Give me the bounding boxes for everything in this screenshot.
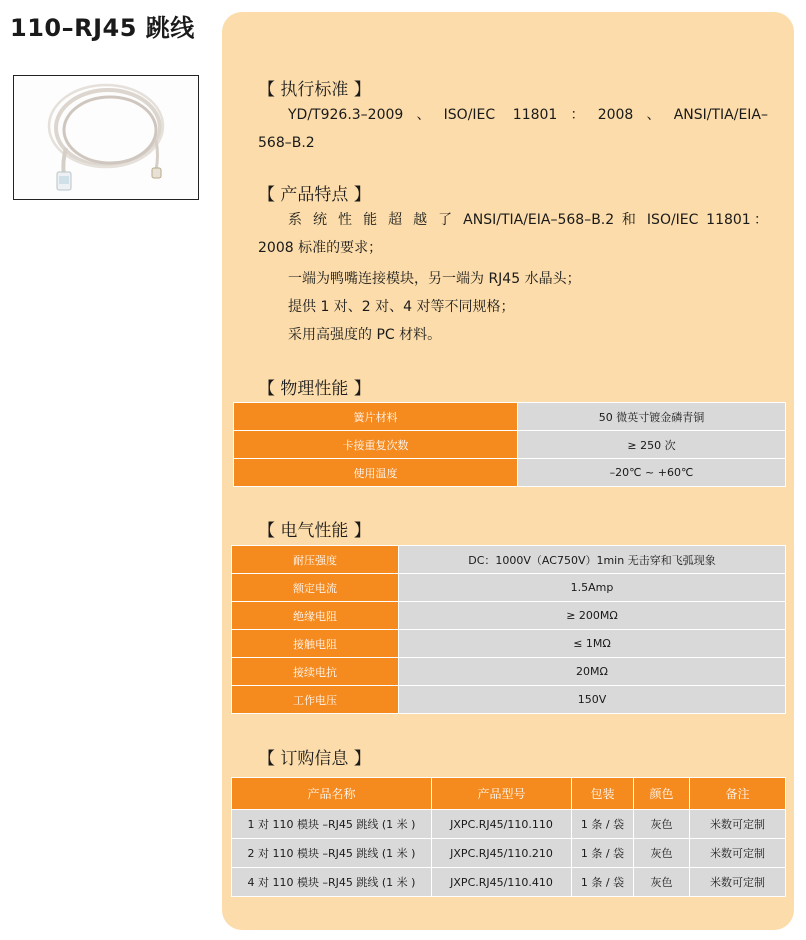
table-row <box>232 658 786 686</box>
package-cell: 1 条 / 袋 <box>572 810 634 839</box>
color-cell: 灰色 <box>634 839 690 868</box>
product-name-cell: 2 对 110 模块 –RJ45 跳线 (1 米 ) <box>232 839 432 868</box>
remark-cell: 米数可定制 <box>690 810 786 839</box>
table-row <box>232 686 786 714</box>
standards-line-2: 568–B.2 <box>258 135 315 151</box>
ordering-heading: 【 订购信息 】 <box>258 749 371 769</box>
product-model-cell: JXPC.RJ45/110.210 <box>432 839 572 868</box>
electrical-value: 20MΩ <box>399 658 786 686</box>
physical-table <box>233 402 786 487</box>
table-row <box>232 868 786 897</box>
column-header: 包装 <box>572 778 634 810</box>
physical-label: 卡接重复次数 <box>234 431 518 459</box>
standards-heading: 【 执行标准 】 <box>258 80 371 100</box>
electrical-label: 绝缘电阻 <box>232 602 399 630</box>
column-header: 备注 <box>690 778 786 810</box>
remark-cell: 米数可定制 <box>690 839 786 868</box>
table-row <box>234 431 786 459</box>
electrical-label: 额定电流 <box>232 574 399 602</box>
feature-item: 采用高强度的 PC 材料。 <box>288 327 442 343</box>
electrical-value: 150V <box>399 686 786 714</box>
column-header: 产品名称 <box>232 778 432 810</box>
electrical-label: 工作电压 <box>232 686 399 714</box>
physical-label: 使用温度 <box>234 459 518 487</box>
patch-cable-image <box>14 76 198 199</box>
table-row <box>232 810 786 839</box>
page-title: 110–RJ45 跳线 <box>10 14 195 42</box>
features-line-1: 系 统 性 能 超 越 了 ANSI/TIA/EIA–568–B.2 和 ISO/IEC 11801： <box>288 212 768 228</box>
package-cell: 1 条 / 袋 <box>572 868 634 897</box>
electrical-label: 接续电抗 <box>232 658 399 686</box>
table-row <box>234 403 786 431</box>
remark-cell: 米数可定制 <box>690 868 786 897</box>
physical-label: 簧片材料 <box>234 403 518 431</box>
electrical-value: 1.5Amp <box>399 574 786 602</box>
electrical-value: ≥ 200MΩ <box>399 602 786 630</box>
physical-value: 50 微英寸镀金磷青铜 <box>518 403 786 431</box>
feature-item: 一端为鸭嘴连接模块，另一端为 RJ45 水晶头； <box>288 271 581 287</box>
features-heading: 【 产品特点 】 <box>258 185 371 205</box>
table-row <box>232 602 786 630</box>
electrical-value: ≤ 1MΩ <box>399 630 786 658</box>
product-photo <box>13 75 199 200</box>
package-cell: 1 条 / 袋 <box>572 839 634 868</box>
product-name-cell: 1 对 110 模块 –RJ45 跳线 (1 米 ) <box>232 810 432 839</box>
ordering-table <box>231 777 786 897</box>
standards-line-1: YD/T926.3–2009、ISO/IEC 11801：2008、ANSI/TIA/EIA– <box>288 107 768 123</box>
table-row <box>232 546 786 574</box>
column-header: 产品型号 <box>432 778 572 810</box>
electrical-table <box>231 545 786 714</box>
physical-value: ≥ 250 次 <box>518 431 786 459</box>
electrical-heading: 【 电气性能 】 <box>258 521 371 541</box>
physical-heading: 【 物理性能 】 <box>258 379 371 399</box>
feature-item: 提供 1 对、2 对、4 对等不同规格； <box>288 299 515 315</box>
product-model-cell: JXPC.RJ45/110.410 <box>432 868 572 897</box>
column-header: 颜色 <box>634 778 690 810</box>
table-row <box>232 574 786 602</box>
features-line-2: 2008 标准的要求； <box>258 240 383 256</box>
product-model-cell: JXPC.RJ45/110.110 <box>432 810 572 839</box>
product-name-cell: 4 对 110 模块 –RJ45 跳线 (1 米 ) <box>232 868 432 897</box>
table-header-row <box>232 778 786 810</box>
table-row <box>232 630 786 658</box>
electrical-value: DC：1000V（AC750V）1min 无击穿和飞弧现象 <box>399 546 786 574</box>
electrical-label: 耐压强度 <box>232 546 399 574</box>
physical-value: –20℃ ~ +60℃ <box>518 459 786 487</box>
color-cell: 灰色 <box>634 868 690 897</box>
electrical-label: 接触电阻 <box>232 630 399 658</box>
table-row <box>234 459 786 487</box>
color-cell: 灰色 <box>634 810 690 839</box>
table-row <box>232 839 786 868</box>
